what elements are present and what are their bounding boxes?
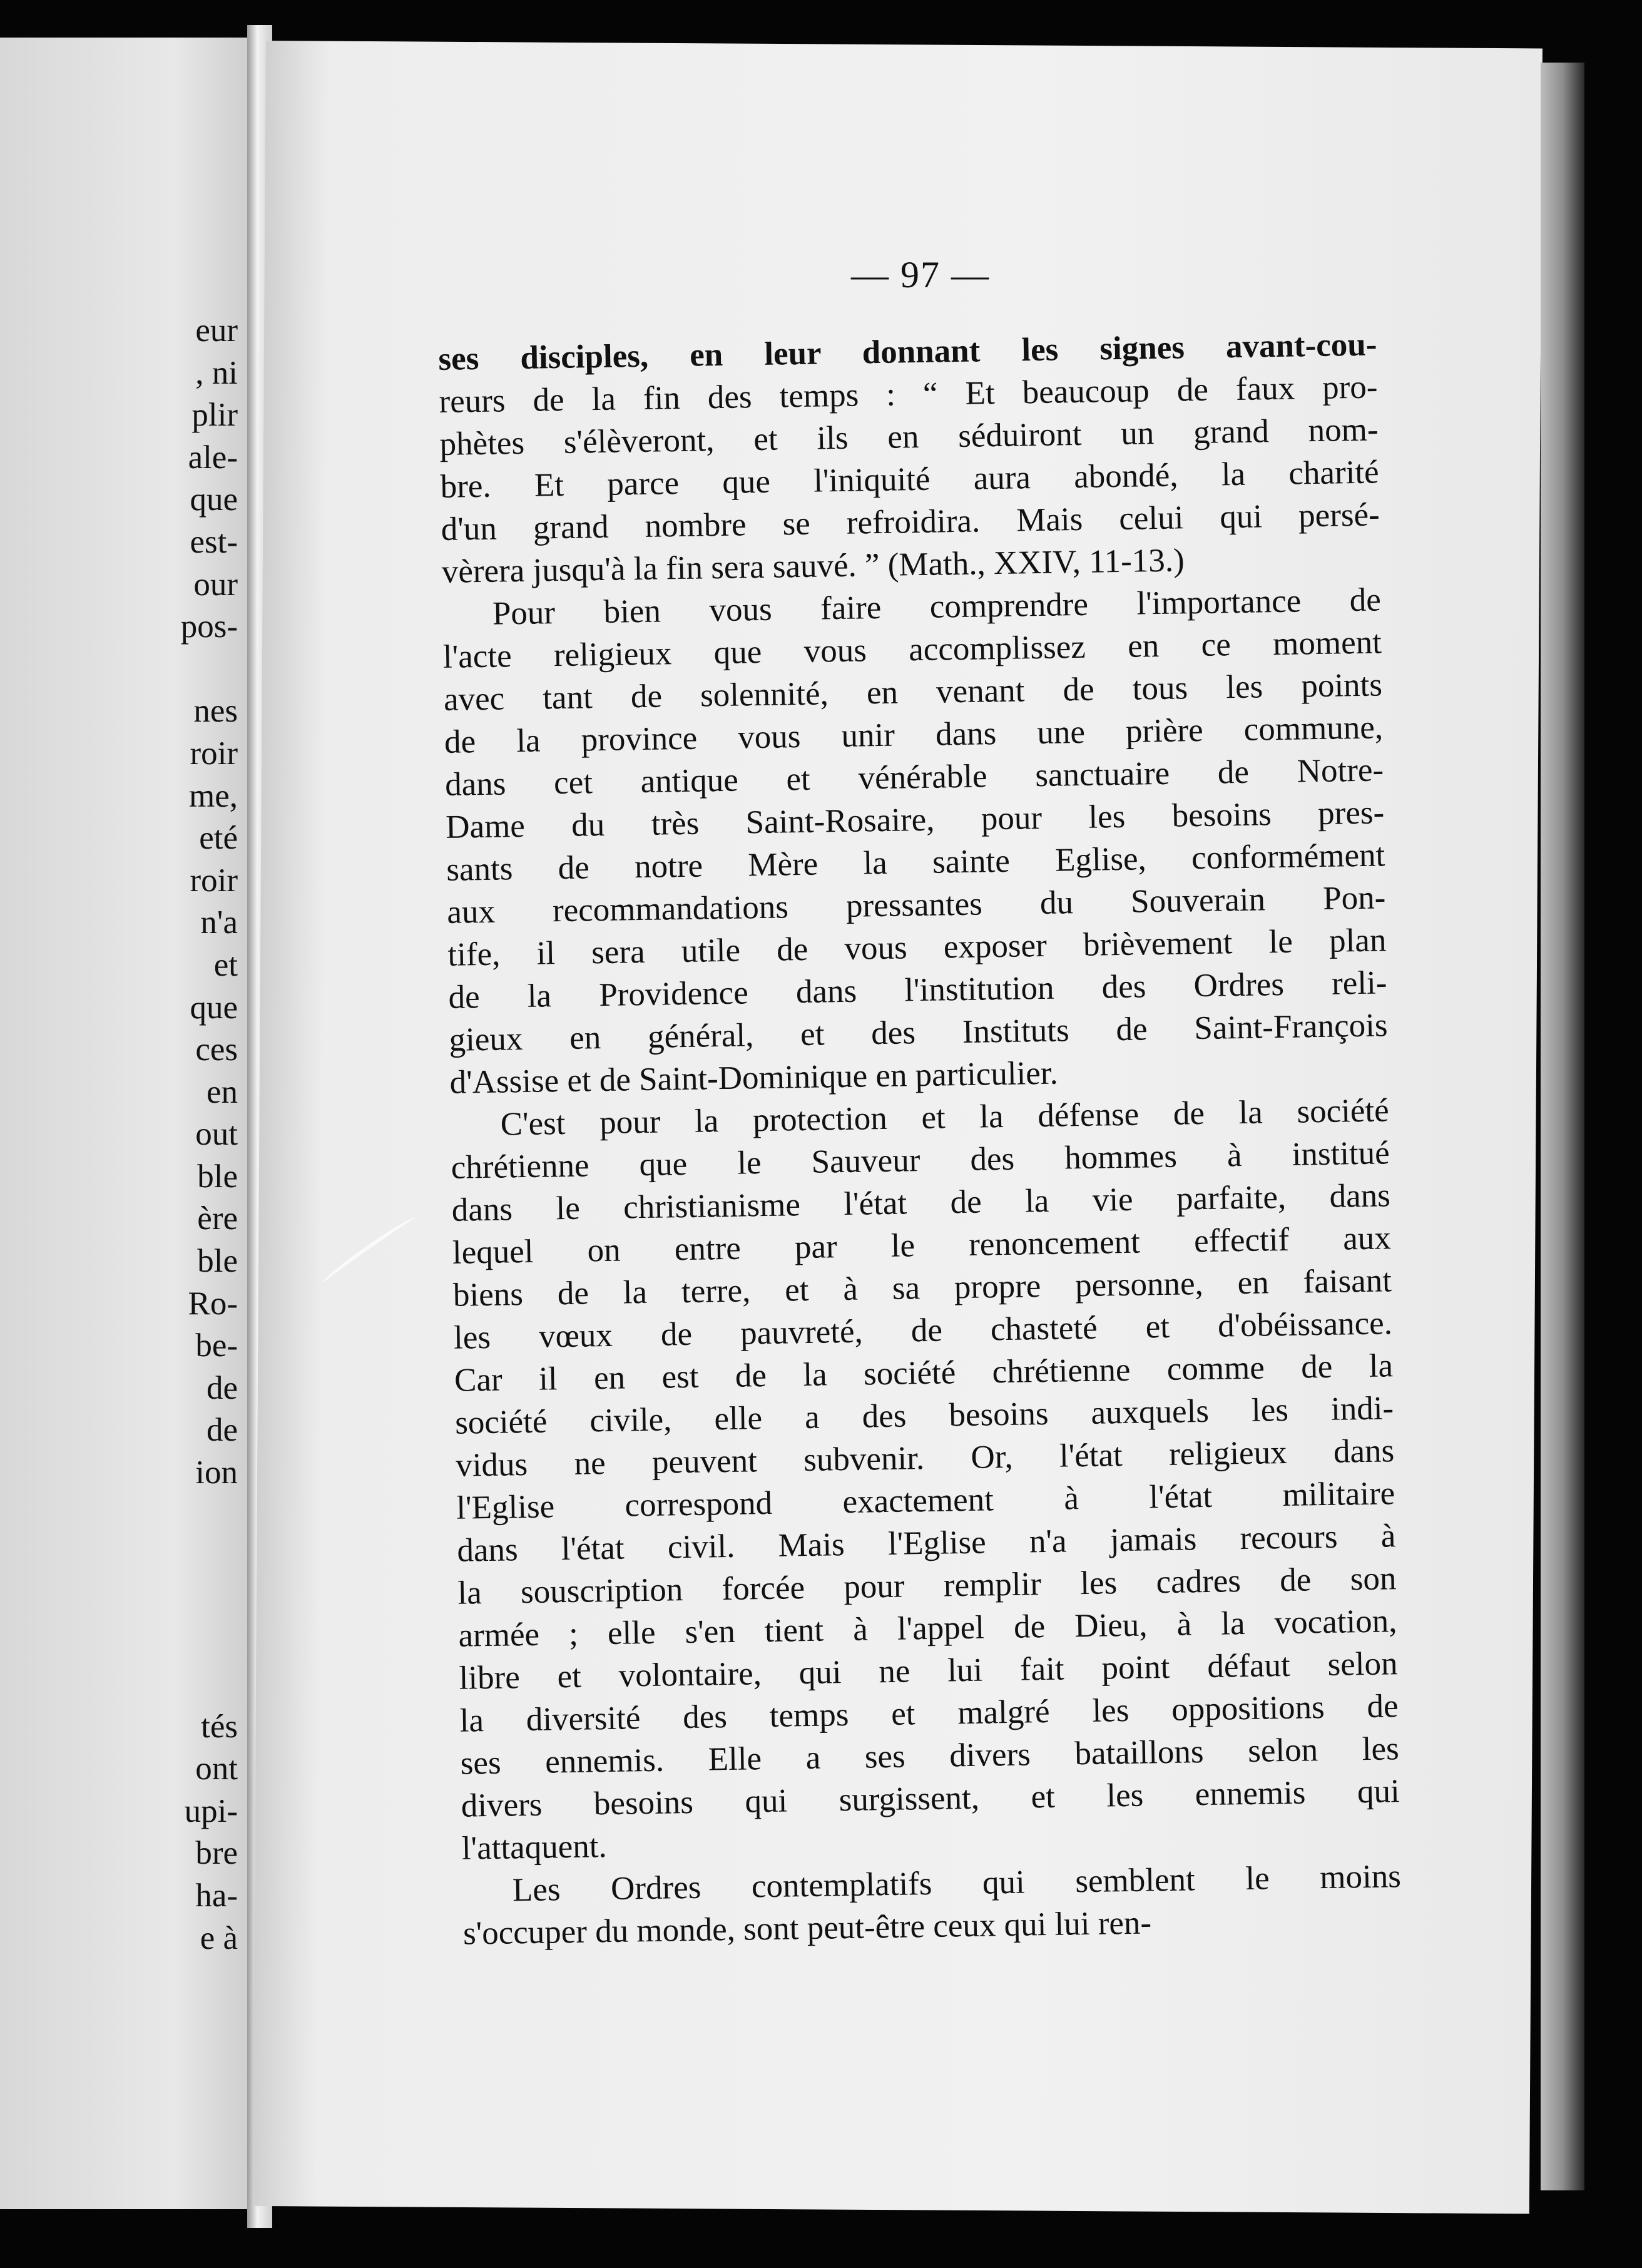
text-line: s'occuper du monde, sont peut-être ceux qui lui ren- — [462, 1904, 1152, 1952]
text-line: lequel on entre par le renoncement effectif aux — [452, 1220, 1392, 1271]
text-line: avec tant de solennité, en venant de tous les points — [443, 667, 1383, 718]
left-page-line: upi- — [184, 1792, 238, 1829]
text-line: de la province vous unir dans une prière commune, — [444, 709, 1384, 760]
text-line: aux recommandations pressantes du Souverain Pon- — [446, 879, 1386, 931]
left-page-line: our — [193, 566, 238, 603]
text-line: la souscription forcée pour remplir les cadres de son — [457, 1560, 1397, 1612]
left-page-line: Ro- — [188, 1285, 238, 1322]
text-line: société civile, elle a des besoins auxquels les indi- — [454, 1390, 1394, 1441]
left-page-line: roir — [190, 862, 238, 899]
left-page-line: n'a — [200, 904, 238, 941]
text-line: Dame du très Saint-Rosaire, pour les besoins pres- — [445, 794, 1385, 845]
left-page-line — [0, 1579, 238, 1622]
text-line: sants de notre Mère la sainte Eglise, conformément — [446, 837, 1385, 888]
text-line: d'Assise et de Saint-Dominique en particulier. — [449, 1055, 1059, 1101]
left-page-line: est- — [190, 523, 238, 560]
text-line: l'Eglise correspond exactement à l'état militaire — [456, 1475, 1395, 1526]
text-line: ses disciples, en leur donnant les signes avant-cou- — [438, 326, 1377, 377]
left-page-line: et — [213, 946, 238, 983]
left-page-line: ère — [197, 1200, 238, 1237]
left-page-line — [0, 1663, 238, 1706]
left-page-line: eur — [195, 312, 238, 349]
left-page-line: ale- — [188, 439, 238, 476]
left-page-line: ces — [195, 1031, 238, 1068]
left-page-line: out — [195, 1116, 238, 1153]
text-line: Pour bien vous faire comprendre l'importance de — [492, 581, 1382, 632]
text-line: Car il en est de la société chrétienne comme de la — [454, 1347, 1394, 1399]
text-line: gieux en général, et des Instituts de Saint-François — [449, 1007, 1388, 1058]
text-line: l'acte religieux que vous accomplissez en ce moment — [442, 624, 1382, 675]
left-page-line: nes — [193, 693, 238, 730]
left-page-line: roir — [190, 735, 238, 772]
left-page-line: me, — [189, 777, 238, 814]
left-page-line: ont — [195, 1750, 238, 1787]
text-line: phètes s'élèveront, et ils en séduiront un grand nom- — [439, 411, 1379, 462]
text-line: la diversité des temps et malgré les oppositions de — [459, 1688, 1399, 1739]
left-page-line: ion — [195, 1454, 238, 1491]
left-page-line: be- — [195, 1327, 238, 1364]
left-page-line: tés — [201, 1708, 238, 1745]
text-line: C'est pour la protection et la défense de la société — [500, 1092, 1390, 1143]
left-page-line — [0, 1536, 238, 1579]
text-line: d'un grand nombre se refroidira. Mais celui qui persé- — [441, 496, 1380, 548]
text-line: biens de la terre, et à sa propre personne, en faisant — [452, 1262, 1392, 1314]
left-page-line: e à — [200, 1919, 238, 1956]
text-line: l'attaquent. — [461, 1828, 608, 1867]
left-page-line: que — [190, 481, 238, 518]
left-page-line: bre — [195, 1835, 238, 1872]
left-page-line: en — [206, 1073, 238, 1110]
text-line: vèrera jusqu'à la fin sera sauvé. ” (Math., XXIV, 11-13.) — [441, 542, 1185, 590]
left-page-line: eté — [199, 820, 238, 857]
text-line: bre. Et parce que l'iniquité aura abondé, la charité — [440, 454, 1380, 505]
text-line: dans le christianisme l'état de la vie parfaite, dans — [451, 1177, 1391, 1228]
text-line: dans cet antique et vénérable sanctuaire de Notre- — [444, 752, 1384, 803]
left-page-text — [0, 310, 238, 1959]
text-line: dans l'état civil. Mais l'Eglise n'a jamais recours à — [456, 1518, 1396, 1569]
text-line: libre et volontaire, qui ne lui fait point défaut selon — [459, 1645, 1398, 1697]
left-page-line: ha- — [195, 1877, 238, 1914]
left-page-line: ble — [197, 1243, 238, 1280]
left-page-line: , ni — [195, 354, 238, 391]
text-line: armée ; elle s'en tient à l'appel de Dieu, à la vocation, — [458, 1603, 1397, 1654]
page-number: — 97 — — [851, 254, 990, 295]
left-page-line: de — [206, 1369, 238, 1406]
text-line: les vœux de pauvreté, de chasteté et d'obéissance. — [453, 1305, 1393, 1356]
left-page-line — [0, 648, 238, 691]
text-line: reurs de la fin des temps : “ Et beaucoup de faux pro- — [439, 369, 1378, 420]
left-page-line — [0, 1621, 238, 1663]
left-page-line: de — [206, 1412, 238, 1449]
text-line: Les Ordres contemplatifs qui semblent le moins — [512, 1858, 1402, 1909]
left-page-line: ble — [197, 1158, 238, 1195]
text-line: divers besoins qui surgissent, et les ennemis qui — [461, 1773, 1400, 1824]
left-page-line: plir — [191, 397, 238, 434]
page-body-text — [438, 323, 1402, 1954]
text-line: vidus ne peuvent subvenir. Or, l'état religieux dans — [455, 1433, 1395, 1484]
page-edge-shadow — [1541, 63, 1584, 2190]
text-line: de la Providence dans l'institution des Ordres reli- — [448, 964, 1387, 1016]
text-line: tife, il sera utile de vous exposer brièvement le plan — [447, 922, 1387, 973]
left-page-line: que — [190, 989, 238, 1026]
left-page-line — [0, 1494, 238, 1537]
text-line: ses ennemis. Elle a ses divers bataillons selon les — [460, 1730, 1400, 1782]
text-line: chrétienne que le Sauveur des hommes à institué — [451, 1135, 1390, 1186]
left-page-line: pos- — [180, 608, 238, 645]
